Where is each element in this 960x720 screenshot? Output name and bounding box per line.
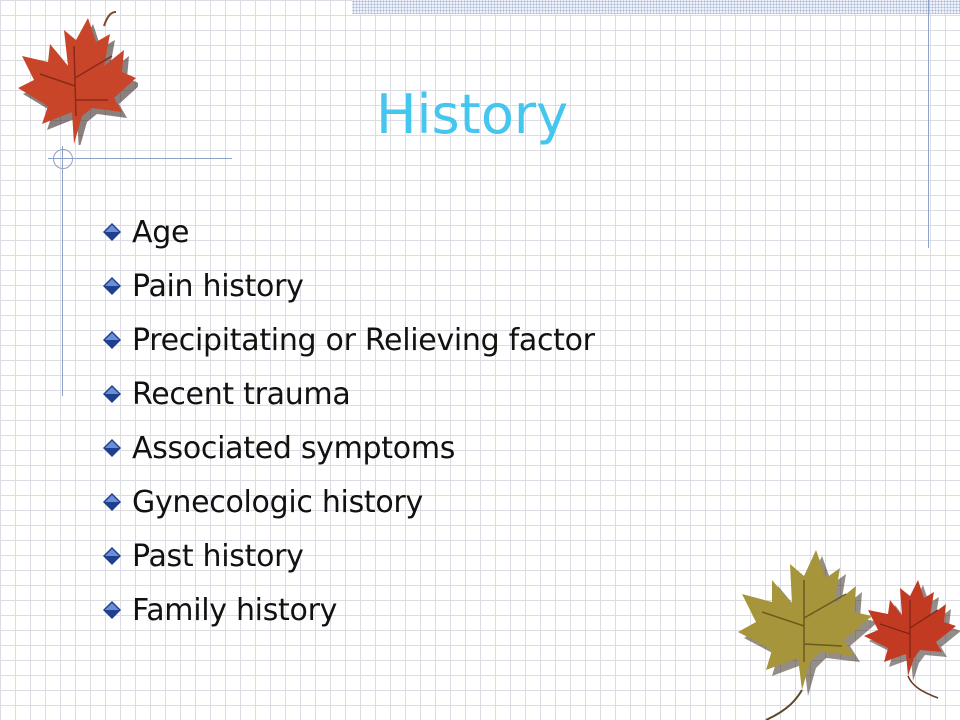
bullet-text: Recent trauma — [132, 376, 351, 412]
list-item — [102, 313, 595, 367]
title-rule-horizontal — [48, 158, 232, 159]
slide-title: History — [375, 83, 569, 146]
list-item — [102, 205, 595, 259]
list-item — [102, 583, 595, 637]
diamond-bullet-icon — [102, 546, 122, 566]
diamond-bullet-icon — [102, 600, 122, 620]
list-item — [102, 421, 595, 475]
bullet-text: Precipitating or Relieving factor — [132, 322, 595, 358]
bullet-text: Past history — [132, 538, 304, 574]
bullet-list — [102, 205, 595, 637]
diamond-bullet-icon — [102, 438, 122, 458]
diamond-bullet-icon — [102, 222, 122, 242]
list-item — [102, 259, 595, 313]
corner-ring — [53, 149, 73, 169]
bullet-text: Gynecologic history — [132, 484, 423, 520]
left-rule-vertical — [62, 146, 63, 396]
bullet-text: Age — [132, 214, 190, 250]
bullet-text: Associated symptoms — [132, 430, 456, 466]
diamond-bullet-icon — [102, 492, 122, 512]
diamond-bullet-icon — [102, 330, 122, 350]
bullet-text: Pain history — [132, 268, 304, 304]
list-item — [102, 529, 595, 583]
top-dotted-band — [352, 0, 960, 14]
list-item — [102, 475, 595, 529]
bullet-text: Family history — [132, 592, 338, 628]
maple-leaves-icon — [730, 550, 960, 720]
list-item — [102, 367, 595, 421]
diamond-bullet-icon — [102, 384, 122, 404]
diamond-bullet-icon — [102, 276, 122, 296]
